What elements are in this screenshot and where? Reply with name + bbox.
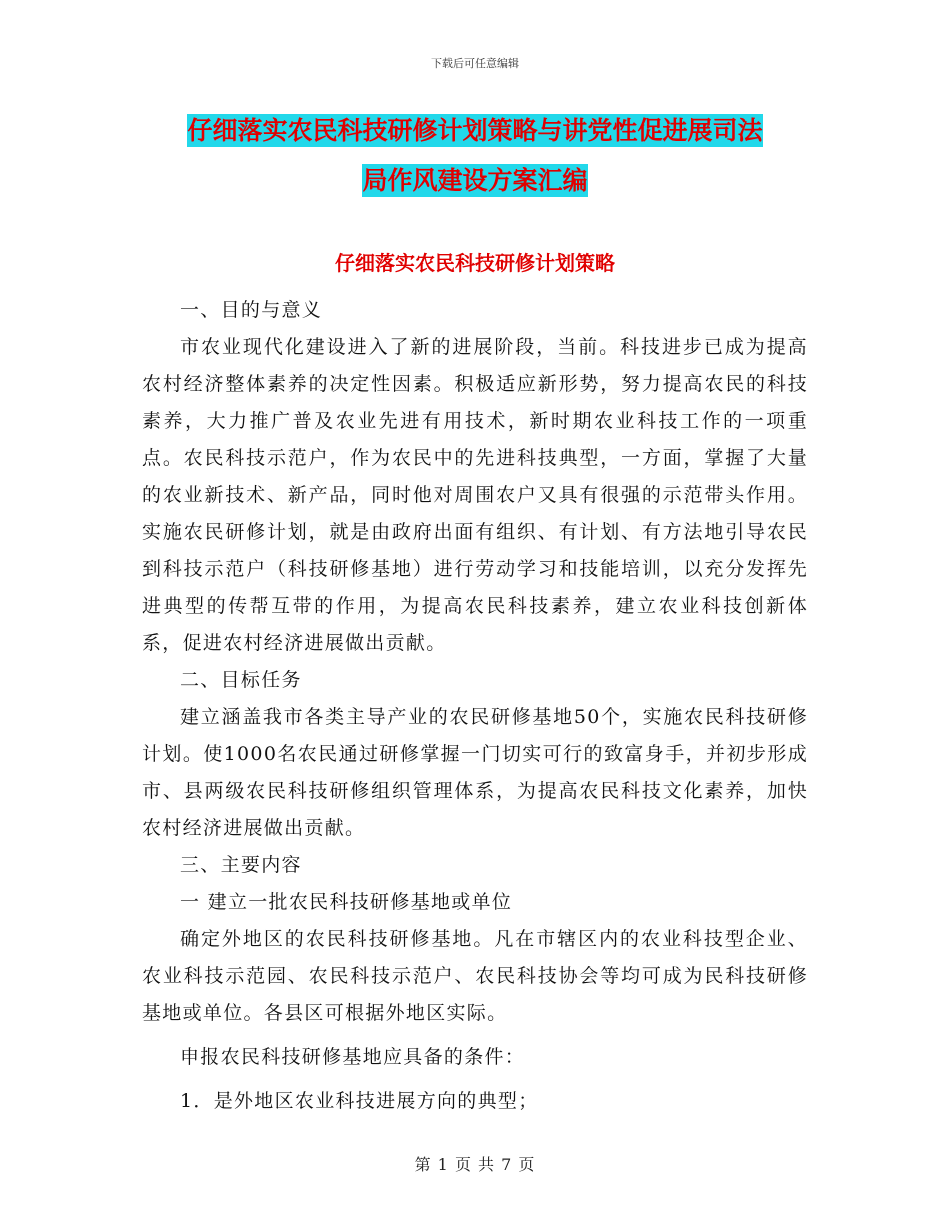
- document-body: [142, 292, 808, 1120]
- heading-purpose: 一、目的与意义: [180, 299, 323, 321]
- heading-content: 三、主要内容: [180, 854, 302, 876]
- subheading-bases: 一 建立一批农民科技研修基地或单位: [180, 891, 513, 913]
- paragraph-bases: 确定外地区的农民科技研修基地。凡在市辖区内的农业科技型企业、农业科技示范园、农民科技示范户、农民科技协会等均可成为民科技研修基地或单位。各县区可根据外地区实际。: [142, 928, 808, 1024]
- document-title-line-1: 仔细落实农民科技研修计划策略与讲党性促进展司法: [187, 116, 763, 145]
- page-header-note: 下载后可任意编辑: [431, 57, 519, 70]
- paragraph-conditions: 申报农民科技研修基地应具备的条件：: [180, 1046, 526, 1068]
- list-item-condition-1: 1．是外地区农业科技进展方向的典型；: [180, 1090, 539, 1112]
- document-title-line-2: 局作风建设方案汇编: [362, 166, 588, 195]
- paragraph-purpose: 市农业现代化建设进入了新的进展阶段，当前。科技进步已成为提高农村经济整体素养的决定性因素。积极适应新形势，努力提高农民的科技素养，大力推广普及农业先进有用技术，新时期农业科技工作的一项重点。农民科技示范户，作为农民中的先进科技典型，一方面，掌握了大量的农业新技术、新产品，同时他对周围农户又具有很强的示范带头作用。实施农民研修计划，就是由政府出面有组织、有计划、有方法地引导农民到科技示范户（科技研修基地）进行劳动学习和技能培训，以充分发挥先进典型的传帮互带的作用，为提高农民科技素养，建立农业科技创新体系，促进农村经济进展做出贡献。: [142, 336, 808, 654]
- heading-goals: 二、目标任务: [180, 669, 302, 691]
- document-title: [140, 106, 810, 206]
- section-title: 仔细落实农民科技研修计划策略: [335, 251, 615, 275]
- page-number: 第 1 页 共 7 页: [414, 1155, 536, 1174]
- paragraph-goals: 建立涵盖我市各类主导产业的农民研修基地50个，实施农民科技研修计划。使1000名农民通过研修掌握一门切实可行的致富身手，并初步形成市、县两级农民科技研修组织管理体系，为提高农民科技文化素养，加快农村经济进展做出贡献。: [142, 706, 808, 839]
